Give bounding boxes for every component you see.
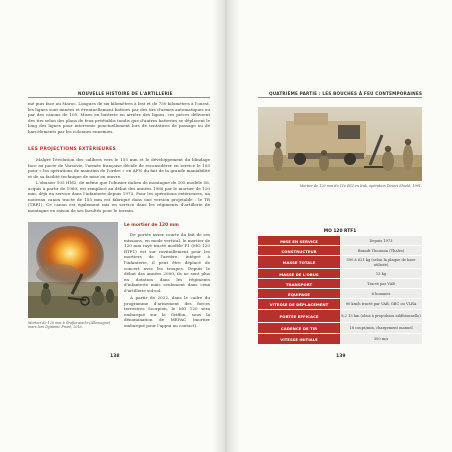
mortar-paragraph-1: De portée assez courte du fait de ses missions, en mode vertical, le mortier de 120 mm rayé tracté modèle F1 (MO 120 RTF1) est sur ravitaillement pour les mortiers de l'arrière, intégré à l'infanterie, il peut être déplacé de concert avec les troupes. Depuis le début des années 2000, ils ne sont plus en dotation dans les régiments d'infanterie mais seulement dans ceux d'artillerie sol-sol. <box>124 232 210 293</box>
spec-row <box>258 299 422 310</box>
left-page-header: NOUVELLE HISTOIRE DE L'ARTILLERIE <box>78 91 173 96</box>
spec-row <box>258 323 422 334</box>
spec-row <box>258 279 422 289</box>
spec-row <box>258 269 422 279</box>
left-header-rule <box>28 97 210 98</box>
spec-value: 90 km/h tracté par VAB, GBC ou VLRA <box>340 299 422 310</box>
left-page-number: 138 <box>110 354 120 359</box>
spec-value: 18 coups/min, chargement manuel <box>340 323 422 334</box>
spec-row <box>258 289 422 299</box>
spec-value: Depuis 1973 <box>340 236 422 246</box>
spec-value: 350 m/s <box>340 334 422 344</box>
spec-label: VITESSE INITIALE <box>258 334 340 344</box>
spec-row <box>258 334 422 344</box>
spec-label: CADENCE DE TIR <box>258 323 340 334</box>
spec-value: 590 à 621 kg (selon la plaque de base utilisée) <box>340 256 422 269</box>
section-heading: LES PROJECTIONS EXTÉRIEURES <box>28 147 116 152</box>
left-intro-paragraph: mé puis face au Maroc. Longues de six kilomètres à lest et de 750 kilomètres à l'ouest, les lignes sont minées et éventuellement battues par des tirs d'armes automatiques ou par des canons de 105. Mises en batterie en arrière des lignes, ces pièces délivrent des tirs selon des plans de feux préétablis tandis que d'autres batteries se déplacent le long des lignes pour intervenir ponctuellement lors de tentatives de passage ou de harcèlements par les colonnes ennemies. <box>28 101 210 134</box>
spec-label: CONSTRUCTEUR <box>258 246 340 256</box>
right-header-rule <box>258 97 422 98</box>
spec-row <box>258 236 422 246</box>
right-page <box>226 0 452 452</box>
left-photo-caption: Mortier de 120 mm à Grafenwoehr (Allemagne) mars lors Dynamic Front, 2016. <box>28 321 111 330</box>
right-page-header: QUATRIÈME PARTIE : LES BOUCHES À FEU CONTEMPORAINES <box>269 91 423 96</box>
mortar-subheading: Le mortier de 120 mm <box>124 223 179 228</box>
spec-table-title: MO 120 RTF1 <box>323 229 357 234</box>
spec-label: MISE EN SERVICE <box>258 236 340 246</box>
spec-label: MASSE TOTALE <box>258 256 340 269</box>
spec-label: ÉQUIPAGE <box>258 289 340 299</box>
mortar-firing-photo <box>28 222 118 318</box>
spec-value: 6 hommes <box>340 289 422 299</box>
spec-row <box>258 256 422 269</box>
spec-label: VITESSE DE DÉPLACEMENT <box>258 299 340 310</box>
spec-label: PORTÉE EFFICACE <box>258 310 340 323</box>
spec-value: 13 kg <box>340 269 422 279</box>
spec-label: TRANSPORT <box>258 279 340 289</box>
spec-value: Brandt Thomson (Thales) <box>340 246 422 256</box>
spec-label: MASSE DE L'OBUS <box>258 269 340 279</box>
spine-shadow <box>212 0 240 452</box>
section-paragraph-1: Malgré l'évolution des calibres vers le 155 mm et le développement du blindage face au pacte de Varsovie, l'armée française décide de reconsidérer en service le 105 pour « les opérations de maintien de l'ordre » en AFN du fait de la grande maniabilité et de sa facilité technique de mise en œuvre. <box>28 157 210 179</box>
desert-mortar-photo <box>258 107 422 181</box>
spec-row <box>258 246 422 256</box>
spec-value: Tracté par VAB <box>340 279 422 289</box>
spec-value: 8,2 13 km (obus à propulsion additionnelle) <box>340 310 422 323</box>
spec-row <box>258 310 422 323</box>
section-paragraph-2: L'obusier 105 HM2, de même que l'obusier italien de montagne de 105 modèle 56, acquis à partir de 1960, est remplacé au début des années 1980 par le mortier de 120 mm, déjà en service dans l'infanterie depuis 1973. Pour les opérations extérieures, un nouveau canon tracté de 155 mm est fabriqué dans une version projetable : le TR (TRF1). Ce canon est également mis en service dans les régiments d'artillerie de montagne en raison de ses facultés pour le terrain. <box>28 180 210 213</box>
mortar-paragraph-2: À partir de 2022, dans le cadre du programme d'armement des forces terrestres Scorpion, le MO 120 sera embarqué sur le Griffon, sous la dénomination de MEPAC (mortier embarqué pour l'appui au contact). <box>124 295 210 328</box>
right-page-number: 139 <box>336 354 346 359</box>
right-photo-caption: Mortier de 120 mm du 11e RCI en Irak, opération Desert Shield, 1991. <box>299 184 422 188</box>
